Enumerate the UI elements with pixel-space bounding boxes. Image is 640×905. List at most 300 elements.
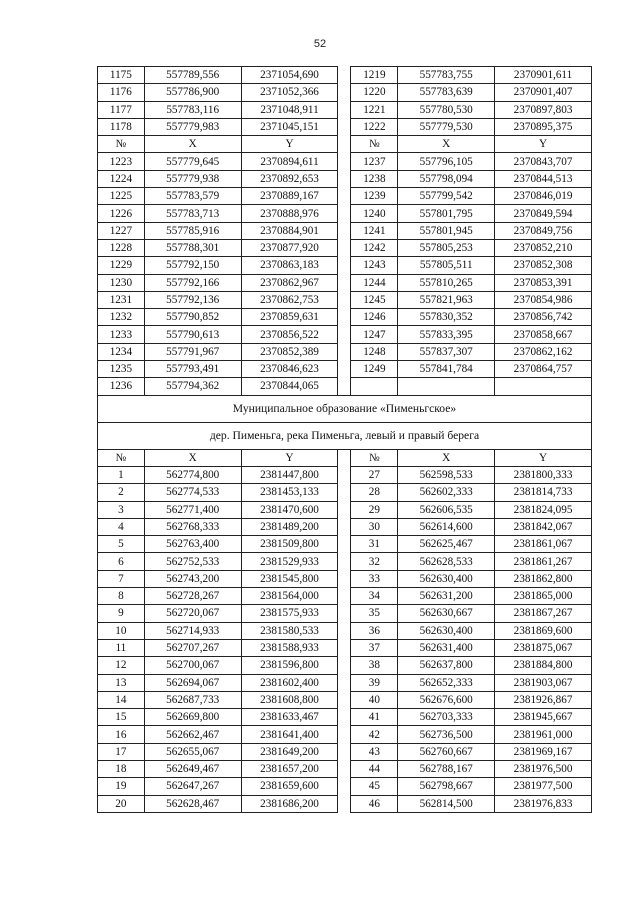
column-gap	[338, 378, 351, 395]
y-coordinate-cell: 2381509,800	[241, 536, 338, 553]
point-number-cell: 3	[98, 501, 145, 518]
point-number-cell: 31	[351, 536, 398, 553]
table-row	[98, 466, 592, 483]
point-number-cell: 12	[98, 657, 145, 674]
point-number-cell: 14	[98, 691, 145, 708]
column-gap	[338, 466, 351, 483]
y-coordinate-cell: 2381470,600	[241, 501, 338, 518]
y-coordinate-cell: 2370846,623	[241, 361, 338, 378]
y-coordinate-cell: 2381580,533	[241, 622, 338, 639]
point-number-cell: 13	[98, 674, 145, 691]
x-coordinate-cell: 562647,267	[144, 778, 241, 795]
x-coordinate-cell: 562714,933	[144, 622, 241, 639]
point-number-cell: 1240	[351, 205, 398, 222]
point-number-cell: 1228	[98, 239, 145, 256]
x-coordinate-cell: 562763,400	[144, 536, 241, 553]
y-coordinate-cell: 2370856,742	[495, 309, 592, 326]
y-coordinate-cell: 2370901,407	[495, 84, 592, 101]
y-coordinate-cell: 2381800,333	[495, 466, 592, 483]
x-coordinate-cell: 557830,352	[398, 309, 495, 326]
column-gap	[338, 639, 351, 656]
y-coordinate-cell: 2370852,308	[495, 257, 592, 274]
x-coordinate-cell: 557798,094	[398, 170, 495, 187]
x-coordinate-cell: 557785,916	[144, 222, 241, 239]
point-number-cell: 1236	[98, 378, 145, 395]
x-coordinate-cell: 562771,400	[144, 501, 241, 518]
table-row	[98, 553, 592, 570]
x-coordinate-cell: 557794,362	[144, 378, 241, 395]
point-number-cell: 1242	[351, 239, 398, 256]
y-coordinate-cell: 2381564,000	[241, 588, 338, 605]
table-row	[98, 67, 592, 84]
x-coordinate-cell: 562669,800	[144, 709, 241, 726]
y-coordinate-cell: 2370864,757	[495, 361, 592, 378]
x-coordinate-cell: 562752,533	[144, 553, 241, 570]
coordinates-table	[97, 66, 592, 813]
x-coordinate-cell: 557790,852	[144, 309, 241, 326]
point-number-cell: 5	[98, 536, 145, 553]
y-coordinate-cell: 2381861,267	[495, 553, 592, 570]
point-number-cell: 1223	[98, 153, 145, 170]
x-column-header: X	[398, 449, 495, 466]
y-coordinate-cell: 2371054,690	[241, 67, 338, 84]
x-coordinate-cell: 562630,400	[398, 570, 495, 587]
column-gap	[338, 291, 351, 308]
page-number: 52	[313, 38, 327, 50]
table-row	[98, 760, 592, 777]
point-number-cell: 1176	[98, 84, 145, 101]
table-row	[98, 639, 592, 656]
y-coordinate-cell: 2370901,611	[495, 67, 592, 84]
y-coordinate-cell: 2381641,400	[241, 726, 338, 743]
point-number-cell: 38	[351, 657, 398, 674]
y-column-header: Y	[495, 449, 592, 466]
y-coordinate-cell: 2370862,753	[241, 291, 338, 308]
y-coordinate-cell: 2370844,065	[241, 378, 338, 395]
x-coordinate-cell: 562631,400	[398, 639, 495, 656]
x-coordinate-cell: 562614,600	[398, 518, 495, 535]
y-coordinate-cell: 2370877,920	[241, 239, 338, 256]
x-coordinate-cell: 557789,556	[144, 67, 241, 84]
y-coordinate-cell: 2381961,000	[495, 726, 592, 743]
y-coordinate-cell: 2370897,803	[495, 101, 592, 118]
y-coordinate-cell: 2381453,133	[241, 484, 338, 501]
point-number-cell: 45	[351, 778, 398, 795]
table-row	[98, 778, 592, 795]
column-gap	[338, 536, 351, 553]
y-coordinate-cell: 2381602,400	[241, 674, 338, 691]
column-gap	[338, 274, 351, 291]
y-coordinate-cell: 2381814,733	[495, 484, 592, 501]
locality-title: дер. Пименьга, река Пименьга, левый и правый берега	[98, 422, 592, 449]
point-number-cell: 1230	[98, 274, 145, 291]
y-coordinate-cell: 2370858,667	[495, 326, 592, 343]
x-coordinate-cell: 562743,200	[144, 570, 241, 587]
column-gap	[338, 309, 351, 326]
point-number-cell: 1220	[351, 84, 398, 101]
x-coordinate-cell: 562625,467	[398, 536, 495, 553]
header-row	[98, 136, 592, 153]
column-gap	[338, 518, 351, 535]
point-number-cell: 1222	[351, 118, 398, 135]
y-coordinate-cell: 2370884,901	[241, 222, 338, 239]
point-number-cell: 43	[351, 743, 398, 760]
column-gap	[338, 343, 351, 360]
x-coordinate-cell: 557790,613	[144, 326, 241, 343]
column-gap	[338, 84, 351, 101]
column-gap	[338, 222, 351, 239]
point-number-cell: 4	[98, 518, 145, 535]
x-coordinate-cell: 557779,983	[144, 118, 241, 135]
x-coordinate-cell: 557810,265	[398, 274, 495, 291]
y-coordinate-cell: 2381865,000	[495, 588, 592, 605]
y-coordinate-cell: 2371045,151	[241, 118, 338, 135]
point-number-cell: 1221	[351, 101, 398, 118]
header-row	[98, 449, 592, 466]
column-gap	[338, 136, 351, 153]
point-number-cell: 1234	[98, 343, 145, 360]
table-row	[98, 274, 592, 291]
x-coordinate-cell: 562788,167	[398, 760, 495, 777]
point-number-cell: 1241	[351, 222, 398, 239]
column-gap	[338, 118, 351, 135]
table-row	[98, 205, 592, 222]
table-row	[98, 239, 592, 256]
y-coordinate-cell: 2371052,366	[241, 84, 338, 101]
point-number-cell: 1175	[98, 67, 145, 84]
x-coordinate-cell: 562630,667	[398, 605, 495, 622]
y-coordinate-cell: 2381862,800	[495, 570, 592, 587]
x-coordinate-cell: 562736,500	[398, 726, 495, 743]
column-gap	[338, 726, 351, 743]
table-row	[98, 536, 592, 553]
y-coordinate-cell: 2370859,631	[241, 309, 338, 326]
point-number-cell: 6	[98, 553, 145, 570]
x-coordinate-cell: 557780,530	[398, 101, 495, 118]
x-coordinate-cell: 557783,116	[144, 101, 241, 118]
x-coordinate-cell: 557792,136	[144, 291, 241, 308]
x-coordinate-cell: 557837,307	[398, 343, 495, 360]
column-gap	[338, 570, 351, 587]
point-number-cell: 39	[351, 674, 398, 691]
x-coordinate-cell: 557779,938	[144, 170, 241, 187]
y-coordinate-cell: 2381489,200	[241, 518, 338, 535]
x-coordinate-cell: 562652,333	[398, 674, 495, 691]
point-number-cell: 1233	[98, 326, 145, 343]
point-number-cell: 1246	[351, 309, 398, 326]
y-coordinate-cell: 2370889,167	[241, 188, 338, 205]
locality-title-row	[98, 422, 592, 449]
table-row	[98, 222, 592, 239]
y-coordinate-cell: 2370862,967	[241, 274, 338, 291]
column-gap	[338, 101, 351, 118]
y-coordinate-cell: 2370849,594	[495, 205, 592, 222]
number-column-header: №	[98, 449, 145, 466]
point-number-cell: 15	[98, 709, 145, 726]
column-gap	[338, 449, 351, 466]
x-coordinate-cell: 562655,067	[144, 743, 241, 760]
point-number-cell: 42	[351, 726, 398, 743]
point-number-cell: 1238	[351, 170, 398, 187]
column-gap	[338, 239, 351, 256]
y-coordinate-cell: 2381861,067	[495, 536, 592, 553]
x-coordinate-cell: 557792,166	[144, 274, 241, 291]
point-number-cell: 41	[351, 709, 398, 726]
y-coordinate-cell: 2370852,389	[241, 343, 338, 360]
table-row	[98, 657, 592, 674]
column-gap	[338, 778, 351, 795]
point-number-cell: 1224	[98, 170, 145, 187]
x-coordinate-cell: 562628,533	[398, 553, 495, 570]
column-gap	[338, 361, 351, 378]
x-coordinate-cell: 562606,535	[398, 501, 495, 518]
y-coordinate-cell: 2370853,391	[495, 274, 592, 291]
point-number-cell: 29	[351, 501, 398, 518]
x-column-header: X	[144, 449, 241, 466]
table-row	[98, 622, 592, 639]
y-coordinate-cell: 2381969,167	[495, 743, 592, 760]
point-number-cell: 1219	[351, 67, 398, 84]
point-number-cell: 1177	[98, 101, 145, 118]
column-gap	[338, 188, 351, 205]
y-coordinate-cell: 2381875,067	[495, 639, 592, 656]
table-row	[98, 518, 592, 535]
point-number-cell: 1248	[351, 343, 398, 360]
x-coordinate-cell: 562814,500	[398, 795, 495, 812]
point-number-cell: 1235	[98, 361, 145, 378]
table-row	[98, 188, 592, 205]
y-coordinate-cell: 2381633,467	[241, 709, 338, 726]
table-row	[98, 484, 592, 501]
y-coordinate-cell: 2370844,513	[495, 170, 592, 187]
y-column-header: Y	[241, 449, 338, 466]
x-coordinate-cell: 562694,067	[144, 674, 241, 691]
x-coordinate-cell: 562687,733	[144, 691, 241, 708]
point-number-cell: 1244	[351, 274, 398, 291]
point-number-cell: 34	[351, 588, 398, 605]
table-row	[98, 361, 592, 378]
x-coordinate-cell: 562703,333	[398, 709, 495, 726]
point-number-cell: 46	[351, 795, 398, 812]
x-coordinate-cell: 557805,511	[398, 257, 495, 274]
y-coordinate-cell	[495, 378, 592, 395]
point-number-cell: 16	[98, 726, 145, 743]
x-coordinate-cell: 557779,530	[398, 118, 495, 135]
y-coordinate-cell: 2381926,867	[495, 691, 592, 708]
x-coordinate-cell: 557833,395	[398, 326, 495, 343]
column-gap	[338, 484, 351, 501]
x-coordinate-cell: 562760,667	[398, 743, 495, 760]
table-row	[98, 153, 592, 170]
table-row	[98, 709, 592, 726]
column-gap	[338, 170, 351, 187]
point-number-cell: 1178	[98, 118, 145, 135]
y-column-header: Y	[495, 136, 592, 153]
point-number-cell: 30	[351, 518, 398, 535]
x-column-header: X	[398, 136, 495, 153]
point-number-cell: 35	[351, 605, 398, 622]
x-coordinate-cell: 562774,800	[144, 466, 241, 483]
municipality-title: Муниципальное образование «Пименьгское»	[98, 395, 592, 422]
column-gap	[338, 67, 351, 84]
table-row	[98, 343, 592, 360]
y-column-header: Y	[241, 136, 338, 153]
y-coordinate-cell: 2370849,756	[495, 222, 592, 239]
x-coordinate-cell: 557799,542	[398, 188, 495, 205]
x-coordinate-cell: 562774,533	[144, 484, 241, 501]
y-coordinate-cell: 2381545,800	[241, 570, 338, 587]
x-coordinate-cell: 562768,333	[144, 518, 241, 535]
municipality-title-row	[98, 395, 592, 422]
x-coordinate-cell: 562676,600	[398, 691, 495, 708]
y-coordinate-cell: 2381686,200	[241, 795, 338, 812]
x-coordinate-cell	[398, 378, 495, 395]
y-coordinate-cell: 2381842,067	[495, 518, 592, 535]
point-number-cell: 10	[98, 622, 145, 639]
x-coordinate-cell: 562598,533	[398, 466, 495, 483]
y-coordinate-cell: 2381575,933	[241, 605, 338, 622]
point-number-cell: 32	[351, 553, 398, 570]
column-gap	[338, 326, 351, 343]
column-gap	[338, 605, 351, 622]
x-coordinate-cell: 557841,784	[398, 361, 495, 378]
number-column-header: №	[98, 136, 145, 153]
y-coordinate-cell: 2381867,267	[495, 605, 592, 622]
table-row	[98, 674, 592, 691]
point-number-cell: 40	[351, 691, 398, 708]
column-gap	[338, 795, 351, 812]
column-gap	[338, 622, 351, 639]
column-gap	[338, 709, 351, 726]
x-coordinate-cell: 557793,491	[144, 361, 241, 378]
point-number-cell: 33	[351, 570, 398, 587]
number-column-header: №	[351, 449, 398, 466]
table-row	[98, 691, 592, 708]
y-coordinate-cell: 2381529,933	[241, 553, 338, 570]
column-gap	[338, 501, 351, 518]
y-coordinate-cell: 2381447,800	[241, 466, 338, 483]
point-number-cell: 11	[98, 639, 145, 656]
column-gap	[338, 760, 351, 777]
table-row	[98, 118, 592, 135]
point-number-cell: 1232	[98, 309, 145, 326]
column-gap	[338, 153, 351, 170]
column-gap	[338, 553, 351, 570]
y-coordinate-cell: 2370892,653	[241, 170, 338, 187]
y-coordinate-cell: 2381608,800	[241, 691, 338, 708]
x-coordinate-cell: 562798,667	[398, 778, 495, 795]
point-number-cell: 1237	[351, 153, 398, 170]
x-coordinate-cell: 562662,467	[144, 726, 241, 743]
point-number-cell: 20	[98, 795, 145, 812]
point-number-cell: 19	[98, 778, 145, 795]
x-coordinate-cell: 562707,267	[144, 639, 241, 656]
x-column-header: X	[144, 136, 241, 153]
point-number-cell: 36	[351, 622, 398, 639]
y-coordinate-cell: 2381903,067	[495, 674, 592, 691]
x-coordinate-cell: 557783,713	[144, 205, 241, 222]
table-row	[98, 726, 592, 743]
point-number-cell: 1231	[98, 291, 145, 308]
point-number-cell: 28	[351, 484, 398, 501]
column-gap	[338, 588, 351, 605]
x-coordinate-cell: 557779,645	[144, 153, 241, 170]
x-coordinate-cell: 557788,301	[144, 239, 241, 256]
point-number-cell: 1245	[351, 291, 398, 308]
x-coordinate-cell: 557786,900	[144, 84, 241, 101]
table-row	[98, 309, 592, 326]
y-coordinate-cell: 2370895,375	[495, 118, 592, 135]
y-coordinate-cell: 2370894,611	[241, 153, 338, 170]
table-row	[98, 501, 592, 518]
point-number-cell: 18	[98, 760, 145, 777]
point-number-cell: 1	[98, 466, 145, 483]
x-coordinate-cell: 562631,200	[398, 588, 495, 605]
point-number-cell: 9	[98, 605, 145, 622]
x-coordinate-cell: 557805,253	[398, 239, 495, 256]
column-gap	[338, 657, 351, 674]
y-coordinate-cell: 2381884,800	[495, 657, 592, 674]
column-gap	[338, 674, 351, 691]
x-coordinate-cell: 562628,467	[144, 795, 241, 812]
x-coordinate-cell: 562637,800	[398, 657, 495, 674]
table-row	[98, 795, 592, 812]
x-coordinate-cell: 562700,067	[144, 657, 241, 674]
y-coordinate-cell: 2370856,522	[241, 326, 338, 343]
x-coordinate-cell: 557796,105	[398, 153, 495, 170]
x-coordinate-cell: 562720,067	[144, 605, 241, 622]
x-coordinate-cell: 557783,639	[398, 84, 495, 101]
point-number-cell: 37	[351, 639, 398, 656]
table-row	[98, 570, 592, 587]
x-coordinate-cell: 557791,967	[144, 343, 241, 360]
point-number-cell: 7	[98, 570, 145, 587]
y-coordinate-cell: 2370888,976	[241, 205, 338, 222]
point-number-cell: 1226	[98, 205, 145, 222]
x-coordinate-cell: 557792,150	[144, 257, 241, 274]
table-row	[98, 291, 592, 308]
point-number-cell: 1225	[98, 188, 145, 205]
point-number-cell: 1229	[98, 257, 145, 274]
point-number-cell: 2	[98, 484, 145, 501]
table-row	[98, 170, 592, 187]
point-number-cell: 44	[351, 760, 398, 777]
y-coordinate-cell: 2381659,600	[241, 778, 338, 795]
y-coordinate-cell: 2370854,986	[495, 291, 592, 308]
column-gap	[338, 205, 351, 222]
table-row	[98, 605, 592, 622]
column-gap	[338, 257, 351, 274]
table-row	[98, 84, 592, 101]
table-row	[98, 326, 592, 343]
column-gap	[338, 743, 351, 760]
column-gap	[338, 691, 351, 708]
x-coordinate-cell: 557783,579	[144, 188, 241, 205]
point-number-cell: 8	[98, 588, 145, 605]
x-coordinate-cell: 562728,267	[144, 588, 241, 605]
x-coordinate-cell: 562602,333	[398, 484, 495, 501]
x-coordinate-cell: 557783,755	[398, 67, 495, 84]
y-coordinate-cell: 2370863,183	[241, 257, 338, 274]
y-coordinate-cell: 2370852,210	[495, 239, 592, 256]
table-row	[98, 378, 592, 395]
y-coordinate-cell: 2381657,200	[241, 760, 338, 777]
y-coordinate-cell: 2371048,911	[241, 101, 338, 118]
y-coordinate-cell: 2381649,200	[241, 743, 338, 760]
x-coordinate-cell: 562630,400	[398, 622, 495, 639]
y-coordinate-cell: 2381977,500	[495, 778, 592, 795]
table-row	[98, 257, 592, 274]
